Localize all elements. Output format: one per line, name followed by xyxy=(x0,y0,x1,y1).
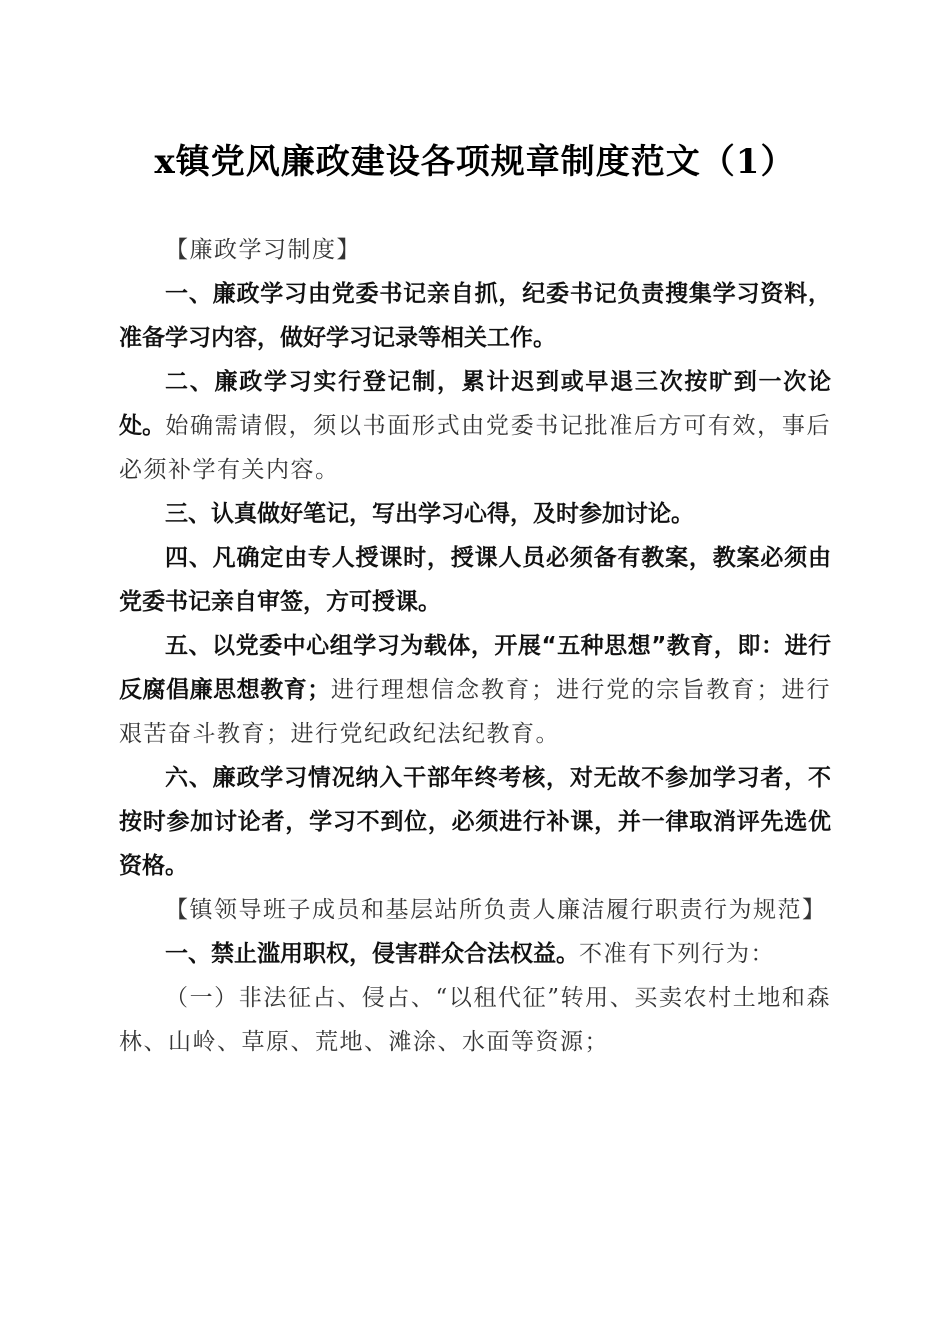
item-2-bold-text: 二、廉政学习实行登记制，累计迟到或早退三次按旷到一次论处。 xyxy=(119,369,831,439)
paragraph-item-5 xyxy=(119,624,831,756)
document-title: x镇党风廉政建设各项规章制度范文（1） xyxy=(154,142,796,182)
conduct-item-1-bold-text: 一、禁止滥用职权，侵害群众合法权益。 xyxy=(165,941,579,967)
paragraph-item-1 xyxy=(119,272,831,360)
item-3-bold-text: 三、认真做好笔记，写出学习心得，及时参加讨论。 xyxy=(165,501,694,527)
item-5-normal-text: 进行理想信念教育；进行党的宗旨教育；进行艰苦奋斗教育；进行党纪政纪法纪教育。 xyxy=(119,677,832,747)
section-heading-study: 【廉政学习制度】 xyxy=(165,237,361,263)
conduct-item-1-normal-text: 不准有下列行为： xyxy=(579,941,775,967)
paragraph-item-4 xyxy=(119,536,831,624)
paragraph-conduct-item-1 xyxy=(119,932,831,976)
item-4-bold-text: 四、凡确定由专人授课时，授课人员必须备有教案，教案必须由党委书记亲自审签，方可授课。 xyxy=(119,545,831,615)
document-body xyxy=(119,228,831,1064)
item-6-bold-text: 六、廉政学习情况纳入干部年终考核，对无故不参加学习者，不按时参加讨论者，学习不到位，必须进行补课，并一律取消评先选优资格。 xyxy=(119,765,831,879)
item-2-normal-text: 始确需请假，须以书面形式由党委书记批准后方可有效，事后必须补学有关内容。 xyxy=(119,413,832,483)
section-heading-conduct: 【镇领导班子成员和基层站所负责人廉洁履行职责行为规范】 xyxy=(165,897,827,923)
paragraph-item-6 xyxy=(119,756,831,888)
item-1-bold-text: 一、廉政学习由党委书记亲自抓，纪委书记负责搜集学习资料，准备学习内容，做好学习记录等相关工作。 xyxy=(119,281,831,351)
paragraph-item-3 xyxy=(119,492,831,536)
item-5-bold-text: 五、以党委中心组学习为载体，开展“五种思想”教育，即：进行反腐倡廉思想教育； xyxy=(119,633,831,703)
paragraph-conduct-sub-1: （一）非法征占、侵占、“以租代征”转用、买卖农村土地和森林、山岭、草原、荒地、滩涂、水面等资源； xyxy=(119,985,831,1055)
paragraph-item-2 xyxy=(119,360,831,492)
